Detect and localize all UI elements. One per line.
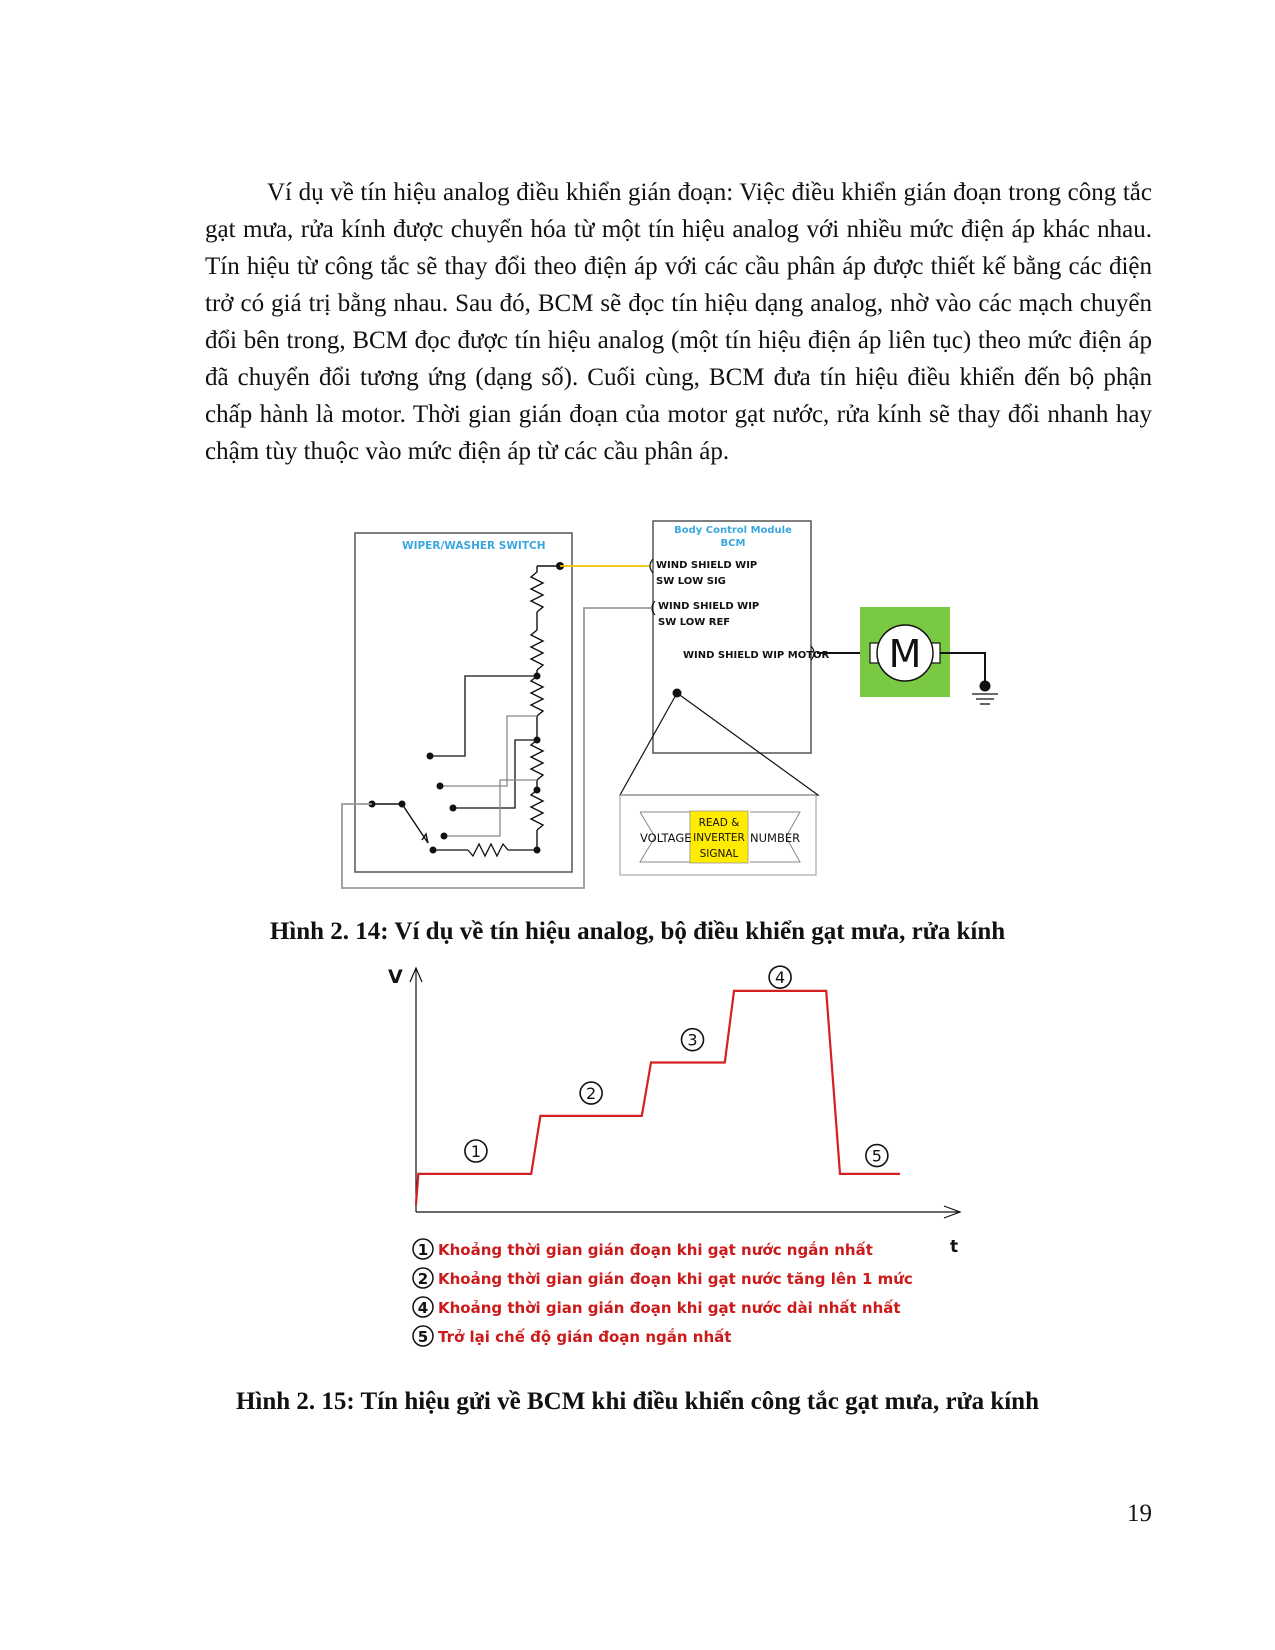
legend-text-4: Trở lại chế độ gián đoạn ngắn nhất	[438, 1328, 732, 1346]
step-marker-3	[682, 1029, 704, 1051]
pin1-label-line2: SW LOW SIG	[656, 576, 726, 587]
x-axis	[416, 1206, 960, 1218]
legend-item-3	[413, 1297, 901, 1317]
pin2-label-line2: SW LOW REF	[658, 617, 731, 628]
y-axis	[410, 968, 422, 1212]
legend-number-4: 5	[417, 1328, 429, 1346]
page-number: 19	[1127, 1500, 1152, 1527]
body-paragraph: Ví dụ về tín hiệu analog điều khiển gián đoạn: Việc điều khiển gián đoạn trong công tắc gạt mưa, rửa kính được chuyển hóa từ một tín hiệu analog với nhiều mức điện áp khác nhau. Tín hiệu từ công tắc sẽ thay đổi theo điện áp với các cầu phân áp được thiết kế bằng các điện trở có giá trị bằng nhau. Sau đó, BCM sẽ đọc tín hiệu dạng analog, nhờ vào các mạch chuyển đổi bên trong, BCM đọc được tín hiệu analog (một tín hiệu điện áp liên tục) theo mức điện áp đã chuyển đổi tương ứng (dạng số). Cuối cùng, BCM đưa tín hiệu điều khiển đến bộ phận chấp hành là motor. Thời gian gián đoạn của motor gạt nước, rửa kính sẽ thay đổi nhanh hay chậm tùy thuộc vào mức điện áp từ các cầu phân áp.	[205, 179, 1152, 465]
legend-number-3: 4	[417, 1299, 429, 1317]
step-marker-2	[580, 1082, 602, 1104]
step-marker-5	[866, 1145, 888, 1167]
converter-label-line1: READ &	[698, 817, 740, 829]
bcm-title-line2: BCM	[720, 538, 746, 549]
legend-item-4	[413, 1326, 731, 1346]
legend-text-3: Khoảng thời gian gián đoạn khi gạt nước dài nhất nhất	[438, 1299, 901, 1317]
figure-14-caption: Hình 2. 14: Ví dụ về tín hiệu analog, bộ điều khiển gạt mưa, rửa kính	[269, 918, 1006, 945]
y-axis-label: V	[388, 966, 403, 988]
bcm-title-line1: Body Control Module	[674, 525, 792, 536]
step-marker-label: 4	[774, 968, 786, 988]
legend-number-1: 1	[417, 1241, 429, 1259]
motor-symbol: M	[888, 632, 922, 676]
step-marker-label: 2	[586, 1084, 597, 1104]
legend-number-2: 2	[417, 1270, 429, 1288]
step-marker-1	[465, 1140, 487, 1162]
pin1-label-line1: WIND SHIELD WIP	[656, 560, 758, 571]
converter-input-label: VOLTAGE	[640, 831, 692, 845]
step-marker-4	[769, 966, 791, 988]
pin2-label-line1: WIND SHIELD WIP	[658, 601, 760, 612]
figure-15-caption: Hình 2. 15: Tín hiệu gửi về BCM khi điều khiển công tắc gạt mưa, rửa kính	[235, 1388, 1039, 1415]
step-annotations	[465, 966, 888, 1166]
step-marker-label: 1	[470, 1142, 482, 1161]
motor-pin-label: WIND SHIELD WIP MOTOR	[683, 650, 830, 661]
legend-item-2	[413, 1268, 913, 1288]
switch-title: WIPER/WASHER SWITCH	[402, 540, 546, 552]
x-axis-label: t	[950, 1237, 959, 1257]
legend-text-1: Khoảng thời gian gián đoạn khi gạt nước ngắn nhất	[438, 1241, 873, 1259]
converter-output-label: NUMBER	[750, 831, 801, 845]
legend-text-2: Khoảng thời gian gián đoạn khi gạt nước tăng lên 1 mức	[438, 1270, 913, 1288]
converter-label-line2: INVERTER	[693, 832, 745, 844]
step-marker-label: 5	[871, 1146, 882, 1166]
legend-item-1	[413, 1239, 873, 1259]
converter-label-line3: SIGNAL	[699, 848, 739, 860]
step-marker-label: 3	[687, 1030, 698, 1050]
signal-series-line	[416, 991, 900, 1205]
